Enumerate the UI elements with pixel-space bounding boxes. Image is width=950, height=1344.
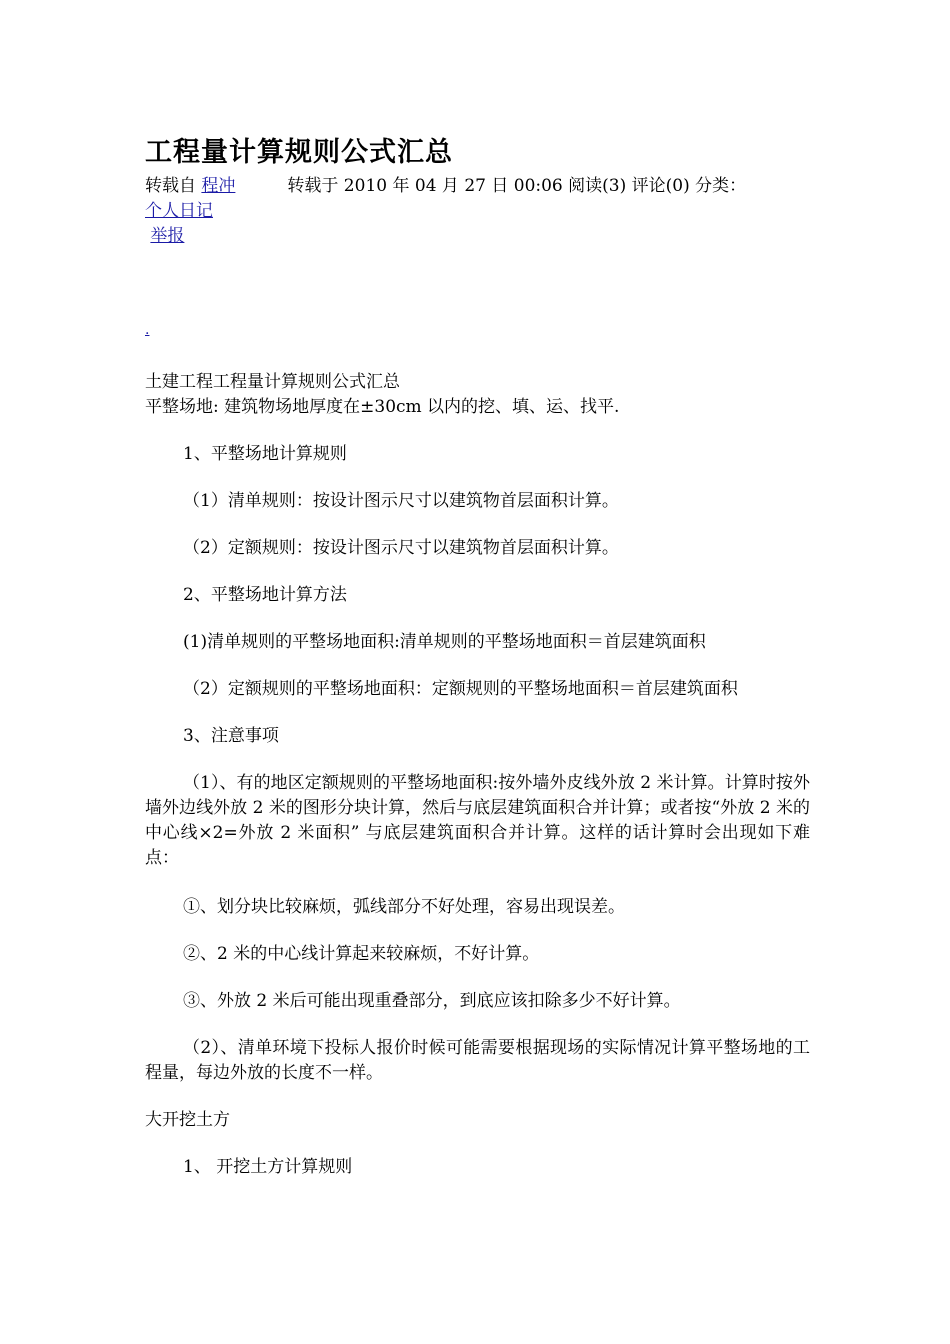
paragraph: 1、 开挖土方计算规则 xyxy=(183,1157,353,1177)
reprint-from-label: 转载自 xyxy=(145,176,196,196)
paragraph: 1、平整场地计算规则 xyxy=(183,444,347,464)
paragraph: 大开挖土方 xyxy=(145,1110,230,1130)
paragraph: 土建工程工程量计算规则公式汇总 xyxy=(145,372,400,392)
meta-row xyxy=(145,174,810,199)
category-link[interactable]: 个人日记 xyxy=(145,201,213,221)
paragraph: （2）定额规则：按设计图示尺寸以建筑物首层面积计算。 xyxy=(183,538,619,558)
paragraph: (1)清单规则的平整场地面积:清单规则的平整场地面积＝首层建筑面积 xyxy=(183,632,706,652)
article-meta xyxy=(145,174,810,249)
paragraph: ②、2 米的中心线计算起来较麻烦，不好计算。 xyxy=(183,944,540,964)
paragraph: （2）、清单环境下投标人报价时候可能需要根据现场的实际情况计算平整场地的工程量，每边外放的长度不一样。 xyxy=(145,1038,810,1083)
anchor-link[interactable]: . xyxy=(145,322,150,338)
paragraph: （1）、有的地区定额规则的平整场地面积:按外墙外皮线外放 2 米计算。计算时按外墙外边线外放 2 米的图形分块计算，然后与底层建筑面积合并计算；或者按“外放 2 米的中心线×2=外放 2 米面积” 与底层建筑面积合并计算。这样的话计算时会出现如下难点： xyxy=(145,773,810,868)
report-link[interactable]: 举报 xyxy=(150,226,185,246)
author-link[interactable]: 程冲 xyxy=(201,176,236,196)
paragraph: ①、划分块比较麻烦，弧线部分不好处理，容易出现误差。 xyxy=(183,897,625,917)
paragraph: （2）定额规则的平整场地面积：定额规则的平整场地面积＝首层建筑面积 xyxy=(183,679,738,699)
reprint-info: 转载于 2010 年 04 月 27 日 00:06 阅读(3) 评论(0) 分类： xyxy=(287,176,747,196)
paragraph: （1）清单规则：按设计图示尺寸以建筑物首层面积计算。 xyxy=(183,491,619,511)
paragraph: ③、外放 2 米后可能出现重叠部分，到底应该扣除多少不好计算。 xyxy=(183,991,681,1011)
paragraph: 2、平整场地计算方法 xyxy=(183,585,347,605)
article-title: 工程量计算规则公式汇总 xyxy=(145,137,453,168)
paragraph: 平整场地: 建筑物场地厚度在±30cm 以内的挖、填、运、找平. xyxy=(145,397,620,417)
paragraph: 3、注意事项 xyxy=(183,726,279,746)
